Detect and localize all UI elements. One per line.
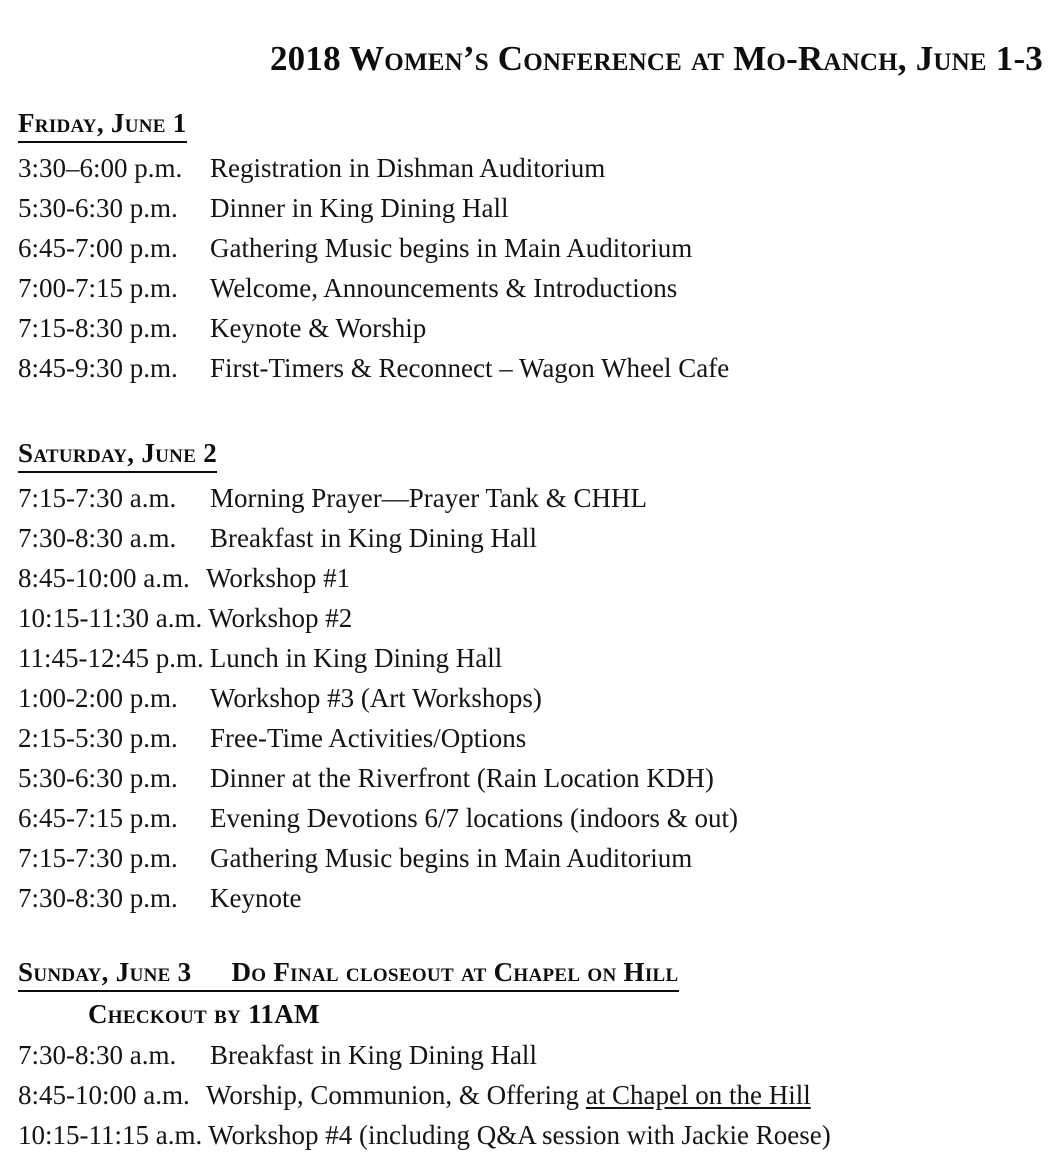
checkout-subheading-time: 11AM xyxy=(248,999,320,1029)
schedule-row xyxy=(18,838,1047,878)
row-description xyxy=(206,1080,811,1110)
row-description: Lunch in King Dining Hall xyxy=(209,643,503,673)
row-description: Free-Time Activities/Options xyxy=(210,723,527,753)
day-heading-sunday-label: Sunday, June 3 xyxy=(18,957,192,987)
schedule-row xyxy=(18,268,1047,308)
row-description: Workshop #1 xyxy=(206,563,351,593)
row-time: 8:45-10:00 a.m. xyxy=(18,563,190,593)
row-description: Breakfast in King Dining Hall xyxy=(210,523,537,553)
schedule-row xyxy=(18,1075,1047,1115)
row-time: 7:00-7:15 p.m. xyxy=(18,273,178,303)
schedule-row xyxy=(18,798,1047,838)
schedule-row xyxy=(18,348,1047,388)
row-description: Keynote & Worship xyxy=(210,313,427,343)
day-heading-friday-label: Friday, June 1 xyxy=(18,106,187,143)
row-description: Breakfast in King Dining Hall xyxy=(210,1040,537,1070)
schedule-row xyxy=(18,638,1047,678)
checkout-subheading xyxy=(18,997,1047,1031)
row-time: 10:15-11:15 a.m. xyxy=(18,1120,203,1150)
row-description: Workshop #2 xyxy=(208,603,353,633)
schedule-row xyxy=(18,228,1047,268)
schedule-list-friday xyxy=(18,148,1047,388)
row-description: Gathering Music begins in Main Auditorium xyxy=(210,843,693,873)
schedule-list-saturday xyxy=(18,478,1047,918)
schedule-row xyxy=(18,518,1047,558)
schedule-list-sunday xyxy=(18,1035,1047,1155)
row-time: 3:30–6:00 p.m. xyxy=(18,153,183,183)
schedule-row xyxy=(18,718,1047,758)
schedule-row xyxy=(18,148,1047,188)
row-description: Gathering Music begins in Main Auditorium xyxy=(210,233,693,263)
row-time: 7:15-7:30 p.m. xyxy=(18,843,178,873)
schedule-row xyxy=(18,598,1047,638)
row-description: Dinner in King Dining Hall xyxy=(210,193,509,223)
section-sunday xyxy=(18,955,1047,1155)
schedule-row xyxy=(18,558,1047,598)
schedule-row xyxy=(18,678,1047,718)
row-time: 8:45-9:30 p.m. xyxy=(18,353,178,383)
day-heading-friday xyxy=(18,106,1047,143)
row-time: 7:30-8:30 a.m. xyxy=(18,523,177,553)
section-friday xyxy=(18,106,1047,388)
row-description: Morning Prayer—Prayer Tank & CHHL xyxy=(210,483,648,513)
checkout-subheading-label: Checkout by xyxy=(88,999,249,1029)
schedule-row xyxy=(18,1115,1047,1155)
row-time: 7:15-7:30 a.m. xyxy=(18,483,177,513)
row-description: Evening Devotions 6/7 locations (indoors & out) xyxy=(210,803,738,833)
row-description: Registration in Dishman Auditorium xyxy=(210,153,606,183)
day-heading-sunday-note: Do Final closeout at Chapel on Hill xyxy=(231,957,679,987)
day-heading-sunday-underline-group xyxy=(18,955,679,992)
row-time: 1:00-2:00 p.m. xyxy=(18,683,178,713)
schedule-row xyxy=(18,1035,1047,1075)
row-description: Workshop #4 (including Q&A session with Jackie Roese) xyxy=(208,1120,831,1150)
row-description: Keynote xyxy=(210,883,302,913)
row-time: 6:45-7:00 p.m. xyxy=(18,233,178,263)
schedule-row xyxy=(18,758,1047,798)
row-description: First-Timers & Reconnect – Wagon Wheel Cafe xyxy=(210,353,730,383)
row-time: 7:30-8:30 a.m. xyxy=(18,1040,177,1070)
row-time: 8:45-10:00 a.m. xyxy=(18,1080,190,1110)
row-description: Workshop #3 (Art Workshops) xyxy=(210,683,542,713)
row-time: 7:30-8:30 p.m. xyxy=(18,883,178,913)
day-heading-saturday-label: Saturday, June 2 xyxy=(18,436,217,473)
row-description-plain: Worship, Communion, & Offering xyxy=(206,1080,586,1110)
row-time: 5:30-6:30 p.m. xyxy=(18,193,178,223)
schedule-row xyxy=(18,308,1047,348)
schedule-row xyxy=(18,188,1047,228)
row-time: 10:15-11:30 a.m. xyxy=(18,603,203,633)
row-description: Welcome, Announcements & Introductions xyxy=(210,273,678,303)
section-saturday xyxy=(18,436,1047,918)
schedule-row xyxy=(18,878,1047,918)
row-time: 11:45-12:45 p.m. xyxy=(18,643,204,673)
day-heading-sunday xyxy=(18,955,1047,992)
row-time: 5:30-6:30 p.m. xyxy=(18,763,178,793)
row-description-underlined: at Chapel on the Hill xyxy=(585,1080,811,1110)
day-heading-saturday xyxy=(18,436,1047,473)
row-time: 2:15-5:30 p.m. xyxy=(18,723,178,753)
row-description: Dinner at the Riverfront (Rain Location KDH) xyxy=(210,763,714,793)
page-title: 2018 Women’s Conference at Mo-Ranch, June 1-3 xyxy=(269,39,1043,79)
schedule-row xyxy=(18,478,1047,518)
row-time: 6:45-7:15 p.m. xyxy=(18,803,178,833)
row-time: 7:15-8:30 p.m. xyxy=(18,313,178,343)
